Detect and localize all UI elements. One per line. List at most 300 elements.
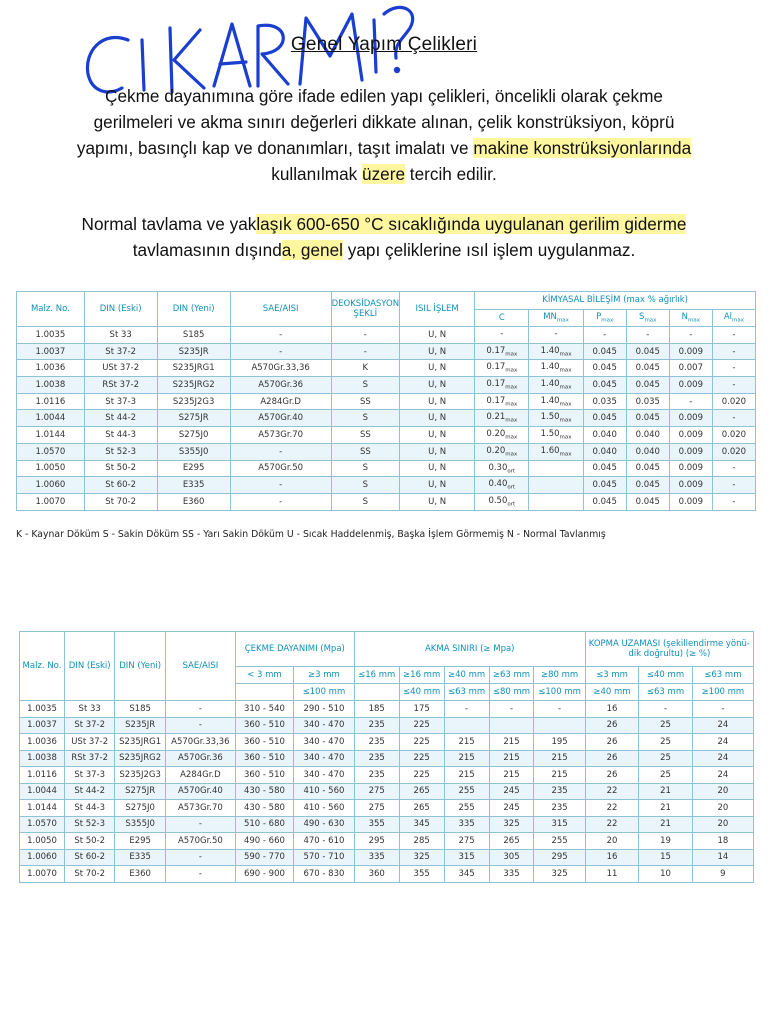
- table-cell: 225: [399, 717, 444, 734]
- table-cell: 22: [585, 783, 639, 800]
- table-cell: 325: [534, 866, 585, 883]
- table-cell: -: [331, 327, 399, 344]
- table-cell: -: [712, 477, 755, 494]
- table-cell: 1.0116: [17, 393, 85, 410]
- table-cell: 0.009: [669, 493, 712, 510]
- col-akma-1: ≤16 mm: [354, 667, 399, 684]
- col-kopma-1: ≤3 mm: [585, 667, 639, 684]
- table-cell: $0.50_{ort}$: [475, 493, 529, 510]
- table-cell: 355: [354, 816, 399, 833]
- table-cell: St 44-2: [65, 783, 115, 800]
- intro-line-3: [30, 135, 738, 161]
- table-cell: $0.30_{ort}$: [475, 460, 529, 477]
- table-cell: -: [669, 327, 712, 344]
- table-cell: 345: [444, 866, 489, 883]
- table-cell: U, N: [400, 393, 475, 410]
- table-cell: 0.020: [712, 443, 755, 460]
- table-cell: -: [475, 327, 529, 344]
- table-cell: 25: [639, 734, 693, 751]
- table-cell: 275: [444, 833, 489, 850]
- table-cell: 0.009: [669, 477, 712, 494]
- table-cell: 1.0144: [17, 427, 85, 444]
- table-cell: E295: [115, 833, 166, 850]
- table-cell: 0.045: [583, 477, 626, 494]
- table-cell: St 37-3: [84, 393, 157, 410]
- table-cell: $0.17_{max}$: [475, 360, 529, 377]
- table-cell: 235: [534, 800, 585, 817]
- col-akma-4: ≥63 mm: [489, 667, 534, 684]
- table-cell: -: [165, 849, 235, 866]
- table-row: [20, 849, 754, 866]
- col-n: $N_{max}$: [669, 309, 712, 327]
- table-cell: 0.045: [583, 360, 626, 377]
- table-cell: 1.0044: [17, 410, 85, 427]
- table-cell: 0.045: [626, 410, 669, 427]
- table-cell: 335: [489, 866, 534, 883]
- table-cell: 265: [399, 783, 444, 800]
- table-cell: -: [331, 343, 399, 360]
- highlight-3: laşık 600-650 °C sıcaklığında uygulanan gerilim giderme: [256, 214, 687, 234]
- table-cell: -: [712, 360, 755, 377]
- table-cell: 355: [399, 866, 444, 883]
- table-cell: S235J2G3: [157, 393, 230, 410]
- table-cell: $1.40_{max}$: [529, 377, 583, 394]
- table-cell: S185: [157, 327, 230, 344]
- table-cell: 670 - 830: [294, 866, 355, 883]
- table-cell: 225: [399, 767, 444, 784]
- table-cell: $0.21_{max}$: [475, 410, 529, 427]
- table-cell: $1.40_{max}$: [529, 360, 583, 377]
- table-cell: 690 - 900: [235, 866, 293, 883]
- table-cell: $1.50_{max}$: [529, 427, 583, 444]
- heat-line-2: [30, 237, 738, 263]
- table-cell: 295: [354, 833, 399, 850]
- table-cell: S: [331, 410, 399, 427]
- table-cell: 1.0060: [20, 849, 65, 866]
- table-cell: 0.045: [626, 360, 669, 377]
- col-akma-2: ≥16 mm: [399, 667, 444, 684]
- table-cell: 0.040: [583, 427, 626, 444]
- table-cell: E295: [157, 460, 230, 477]
- table-cell: 0.045: [583, 410, 626, 427]
- table-cell: U, N: [400, 493, 475, 510]
- table-cell: 21: [639, 816, 693, 833]
- table-cell: 1.0038: [17, 377, 85, 394]
- intro-line-4c: tercih edilir.: [405, 164, 497, 184]
- table-cell: 11: [585, 866, 639, 883]
- table-cell: 360 - 510: [235, 767, 293, 784]
- table-cell: 510 - 680: [235, 816, 293, 833]
- table-cell: 0.040: [626, 443, 669, 460]
- table-cell: 225: [399, 750, 444, 767]
- table-cell: 410 - 560: [294, 783, 355, 800]
- table-cell: A570Gr.40: [165, 783, 235, 800]
- table-cell: 1.0050: [17, 460, 85, 477]
- table-cell: S: [331, 377, 399, 394]
- chemical-composition-table: [16, 291, 756, 511]
- highlight-4: a, genel: [281, 240, 343, 260]
- table-cell: 20: [585, 833, 639, 850]
- table-cell: SS: [331, 427, 399, 444]
- table-cell: 0.045: [583, 377, 626, 394]
- table-cell: 225: [399, 734, 444, 751]
- table-cell: [489, 717, 534, 734]
- table-cell: -: [534, 701, 585, 718]
- table-cell: 590 - 770: [235, 849, 293, 866]
- table-cell: [529, 477, 583, 494]
- table-cell: [534, 717, 585, 734]
- table-cell: 285: [399, 833, 444, 850]
- table-cell: U, N: [400, 327, 475, 344]
- table-row: [20, 866, 754, 883]
- table-cell: 0.020: [712, 427, 755, 444]
- table-cell: 290 - 510: [294, 701, 355, 718]
- table-cell: St 60-2: [65, 849, 115, 866]
- table-cell: 0.040: [626, 427, 669, 444]
- table-cell: 345: [399, 816, 444, 833]
- table-cell: 570 - 710: [294, 849, 355, 866]
- table-cell: S355J0: [157, 443, 230, 460]
- table-row: [17, 377, 756, 394]
- table-cell: A570Gr.33,36: [165, 734, 235, 751]
- table-row: [17, 343, 756, 360]
- table-cell: 215: [444, 767, 489, 784]
- table-cell: 235: [534, 783, 585, 800]
- table-cell: 360 - 510: [235, 717, 293, 734]
- table-cell: -: [230, 343, 331, 360]
- table-cell: 340 - 470: [294, 750, 355, 767]
- table-row: [20, 767, 754, 784]
- col-cekme-2-sub: ≤100 mm: [294, 684, 355, 701]
- table-cell: 0.009: [669, 443, 712, 460]
- col-sae-aisi: SAE/AISI: [165, 632, 235, 701]
- table-cell: 20: [692, 783, 753, 800]
- table-cell: St 44-2: [84, 410, 157, 427]
- abbreviation-legend: K - Kaynar Döküm S - Sakin Döküm SS - Yarı Sakin Döküm U - Sıcak Haddelenmiş, Başka İşlem Görmemiş N - Normal Tavlanmış: [16, 529, 606, 540]
- table-cell: 1.0060: [17, 477, 85, 494]
- table-cell: 215: [444, 750, 489, 767]
- table-cell: 215: [444, 734, 489, 751]
- table-cell: 26: [585, 734, 639, 751]
- table-cell: SS: [331, 393, 399, 410]
- table-cell: 1.0037: [17, 343, 85, 360]
- col-kopma-3-sub: ≥100 mm: [692, 684, 753, 701]
- table-cell: 430 - 580: [235, 783, 293, 800]
- table-cell: St 37-3: [65, 767, 115, 784]
- table-row: [20, 800, 754, 817]
- table-cell: S185: [115, 701, 166, 718]
- table-cell: 490 - 630: [294, 816, 355, 833]
- col-akma-3: ≥40 mm: [444, 667, 489, 684]
- table-row: [20, 816, 754, 833]
- table-cell: 0.045: [626, 493, 669, 510]
- table-cell: 24: [692, 734, 753, 751]
- table-cell: St 44-3: [65, 800, 115, 817]
- table-cell: 22: [585, 816, 639, 833]
- table-cell: 295: [534, 849, 585, 866]
- table-cell: 265: [399, 800, 444, 817]
- table-cell: 21: [639, 783, 693, 800]
- table-cell: S: [331, 493, 399, 510]
- table-cell: E335: [157, 477, 230, 494]
- table-cell: $0.17_{max}$: [475, 393, 529, 410]
- table-cell: -: [692, 701, 753, 718]
- table-cell: U, N: [400, 460, 475, 477]
- table-cell: S235JR: [157, 343, 230, 360]
- table-cell: SS: [331, 443, 399, 460]
- table-cell: 340 - 470: [294, 717, 355, 734]
- table-cell: 0.035: [583, 393, 626, 410]
- table-cell: S275JR: [115, 783, 166, 800]
- col-akma-1-sub: [354, 684, 399, 701]
- col-cekme-1-sub: [235, 684, 293, 701]
- table-cell: 1.0570: [17, 443, 85, 460]
- table-cell: S: [331, 477, 399, 494]
- table-cell: RSt 37-2: [84, 377, 157, 394]
- table-cell: U, N: [400, 410, 475, 427]
- table-cell: 0.045: [626, 477, 669, 494]
- table-cell: St 52-3: [84, 443, 157, 460]
- col-group-kopma: KOPMA UZAMASI (şekillendirme yönü-dik doğrultu) (≥ %): [585, 632, 753, 667]
- table-cell: 26: [585, 750, 639, 767]
- heat-line-1a: Normal tavlama ve yak: [81, 214, 257, 234]
- table-cell: 1.0070: [20, 866, 65, 883]
- table-cell: $0.40_{ort}$: [475, 477, 529, 494]
- table-cell: St 70-2: [84, 493, 157, 510]
- intro-paragraph: [30, 83, 738, 187]
- col-al: $Al_{max}$: [712, 309, 755, 327]
- table-cell: A570Gr.40: [230, 410, 331, 427]
- table-cell: 0.009: [669, 343, 712, 360]
- col-malz-no: Malz. No.: [20, 632, 65, 701]
- table-cell: 215: [489, 767, 534, 784]
- table-cell: E335: [115, 849, 166, 866]
- col-sae-aisi: SAE/AISI: [230, 292, 331, 327]
- table-cell: St 33: [84, 327, 157, 344]
- table-cell: 1.0035: [20, 701, 65, 718]
- col-kopma-2-sub: ≤63 mm: [639, 684, 693, 701]
- table-cell: 255: [444, 783, 489, 800]
- table-cell: U, N: [400, 343, 475, 360]
- table-cell: S235JRG2: [157, 377, 230, 394]
- table-cell: 360 - 510: [235, 734, 293, 751]
- table-cell: E360: [115, 866, 166, 883]
- table-cell: U, N: [400, 443, 475, 460]
- table-cell: 22: [585, 800, 639, 817]
- table-cell: 26: [585, 717, 639, 734]
- table-cell: -: [489, 701, 534, 718]
- table-cell: -: [165, 816, 235, 833]
- table-cell: -: [165, 701, 235, 718]
- table-cell: 265: [489, 833, 534, 850]
- table-cell: St 60-2: [84, 477, 157, 494]
- table-row: [20, 701, 754, 718]
- table-cell: 0.045: [626, 460, 669, 477]
- table-cell: RSt 37-2: [65, 750, 115, 767]
- table-cell: [444, 717, 489, 734]
- table-cell: 275: [354, 800, 399, 817]
- table-cell: $0.20_{max}$: [475, 443, 529, 460]
- highlight-1: makine konstrüksiyonlarında: [473, 138, 692, 158]
- table-cell: 0.035: [626, 393, 669, 410]
- col-din-yeni: DIN (Yeni): [115, 632, 166, 701]
- table-row: [17, 410, 756, 427]
- table-row: [20, 750, 754, 767]
- table-cell: 1.0070: [17, 493, 85, 510]
- table-cell: -: [529, 327, 583, 344]
- table-cell: 245: [489, 783, 534, 800]
- table-cell: -: [712, 327, 755, 344]
- highlight-2: üzere: [362, 164, 406, 184]
- table-cell: S275J0: [115, 800, 166, 817]
- heat-treatment-paragraph: [30, 211, 738, 263]
- col-kopma-1-sub: ≥40 mm: [585, 684, 639, 701]
- table-cell: -: [626, 327, 669, 344]
- table-cell: 255: [444, 800, 489, 817]
- table-cell: 360 - 510: [235, 750, 293, 767]
- table-cell: 9: [692, 866, 753, 883]
- table-row: [17, 460, 756, 477]
- table-cell: 21: [639, 800, 693, 817]
- table-cell: 24: [692, 767, 753, 784]
- table-cell: 0.007: [669, 360, 712, 377]
- table-cell: E360: [157, 493, 230, 510]
- table-cell: 275: [354, 783, 399, 800]
- col-akma-3-sub: ≤63 mm: [444, 684, 489, 701]
- table-cell: 0.009: [669, 460, 712, 477]
- table-row: [17, 493, 756, 510]
- table-row: [17, 360, 756, 377]
- table-cell: -: [230, 477, 331, 494]
- table-cell: $1.60_{max}$: [529, 443, 583, 460]
- col-malz-no: Malz. No.: [17, 292, 85, 327]
- table-cell: 1.0044: [20, 783, 65, 800]
- table-row: [20, 734, 754, 751]
- table-cell: 0.009: [669, 427, 712, 444]
- table-cell: 470 - 610: [294, 833, 355, 850]
- col-p: $P_{max}$: [583, 309, 626, 327]
- table-cell: 315: [534, 816, 585, 833]
- table-row: [17, 393, 756, 410]
- col-din-eski: DIN (Eski): [84, 292, 157, 327]
- table-cell: USt 37-2: [65, 734, 115, 751]
- table-cell: 255: [534, 833, 585, 850]
- table-cell: 18: [692, 833, 753, 850]
- table-cell: $1.50_{max}$: [529, 410, 583, 427]
- table-cell: St 50-2: [65, 833, 115, 850]
- table-cell: 305: [489, 849, 534, 866]
- table-cell: S235JRG1: [157, 360, 230, 377]
- table-cell: 24: [692, 717, 753, 734]
- table-cell: 310 - 540: [235, 701, 293, 718]
- table-cell: 16: [585, 701, 639, 718]
- table-cell: 0.045: [583, 493, 626, 510]
- table-cell: 0.020: [712, 393, 755, 410]
- col-akma-4-sub: ≤80 mm: [489, 684, 534, 701]
- heat-line-2c: yapı çeliklerine ısıl işlem uygulanmaz.: [342, 240, 636, 260]
- col-din-yeni: DIN (Yeni): [157, 292, 230, 327]
- table-cell: 335: [354, 849, 399, 866]
- table-cell: $0.17_{max}$: [475, 343, 529, 360]
- table-cell: A573Gr.70: [165, 800, 235, 817]
- table-cell: 0.040: [583, 443, 626, 460]
- col-group-kimyasal: KİMYASAL BİLEŞİM (max % ağırlık): [475, 292, 756, 310]
- table-cell: 1.0036: [20, 734, 65, 751]
- table-cell: 1.0116: [20, 767, 65, 784]
- table-cell: 0.045: [626, 377, 669, 394]
- table-cell: 25: [639, 717, 693, 734]
- table-cell: U, N: [400, 427, 475, 444]
- table-cell: 185: [354, 701, 399, 718]
- intro-line-4a: kullanılmak: [271, 164, 363, 184]
- col-akma-5-sub: ≤100 mm: [534, 684, 585, 701]
- table-cell: 490 - 660: [235, 833, 293, 850]
- table-cell: 1.0036: [17, 360, 85, 377]
- table-row: [17, 427, 756, 444]
- table-cell: S235J2G3: [115, 767, 166, 784]
- table-cell: S275J0: [157, 427, 230, 444]
- table-cell: -: [230, 327, 331, 344]
- table-cell: [529, 493, 583, 510]
- table-cell: A570Gr.50: [230, 460, 331, 477]
- table-cell: 16: [585, 849, 639, 866]
- col-akma-5: ≥80 mm: [534, 667, 585, 684]
- heat-line-1: [30, 211, 738, 237]
- table-cell: 215: [534, 767, 585, 784]
- table-cell: $0.17_{max}$: [475, 377, 529, 394]
- col-c: C: [475, 309, 529, 327]
- intro-line-4: [30, 161, 738, 187]
- table-cell: S355J0: [115, 816, 166, 833]
- table-cell: 325: [489, 816, 534, 833]
- col-isil-islem: ISIL İŞLEM: [400, 292, 475, 327]
- table-cell: St 44-3: [84, 427, 157, 444]
- table-cell: 340 - 470: [294, 734, 355, 751]
- col-mn: $MN_{max}$: [529, 309, 583, 327]
- table-cell: -: [444, 701, 489, 718]
- table-cell: 25: [639, 750, 693, 767]
- table-cell: 19: [639, 833, 693, 850]
- intro-line-1: Çekme dayanımına göre ifade edilen yapı çelikleri, öncelikli olarak çekme: [105, 86, 663, 106]
- table-cell: St 33: [65, 701, 115, 718]
- col-deoksidasyon: DEOKSİDASYON ŞEKLİ: [331, 292, 399, 327]
- table-cell: 410 - 560: [294, 800, 355, 817]
- table-cell: -: [712, 343, 755, 360]
- table-cell: 325: [399, 849, 444, 866]
- table-cell: S235JRG2: [115, 750, 166, 767]
- table-cell: 235: [354, 717, 399, 734]
- table-cell: 245: [489, 800, 534, 817]
- table-cell: 1.0570: [20, 816, 65, 833]
- table-cell: -: [583, 327, 626, 344]
- table-cell: 235: [354, 767, 399, 784]
- table-cell: U, N: [400, 360, 475, 377]
- table-cell: 0.045: [583, 460, 626, 477]
- table-cell: 14: [692, 849, 753, 866]
- table-cell: 235: [354, 750, 399, 767]
- table-cell: 20: [692, 800, 753, 817]
- table-cell: 235: [354, 734, 399, 751]
- table-cell: St 37-2: [65, 717, 115, 734]
- col-group-cekme: ÇEKME DAYANIMI (Mpa): [235, 632, 354, 667]
- table-cell: -: [165, 866, 235, 883]
- table-cell: 26: [585, 767, 639, 784]
- table-cell: $1.40_{max}$: [529, 393, 583, 410]
- table-row: [17, 477, 756, 494]
- col-kopma-2: ≤40 mm: [639, 667, 693, 684]
- table-cell: 215: [534, 750, 585, 767]
- table-cell: 215: [489, 750, 534, 767]
